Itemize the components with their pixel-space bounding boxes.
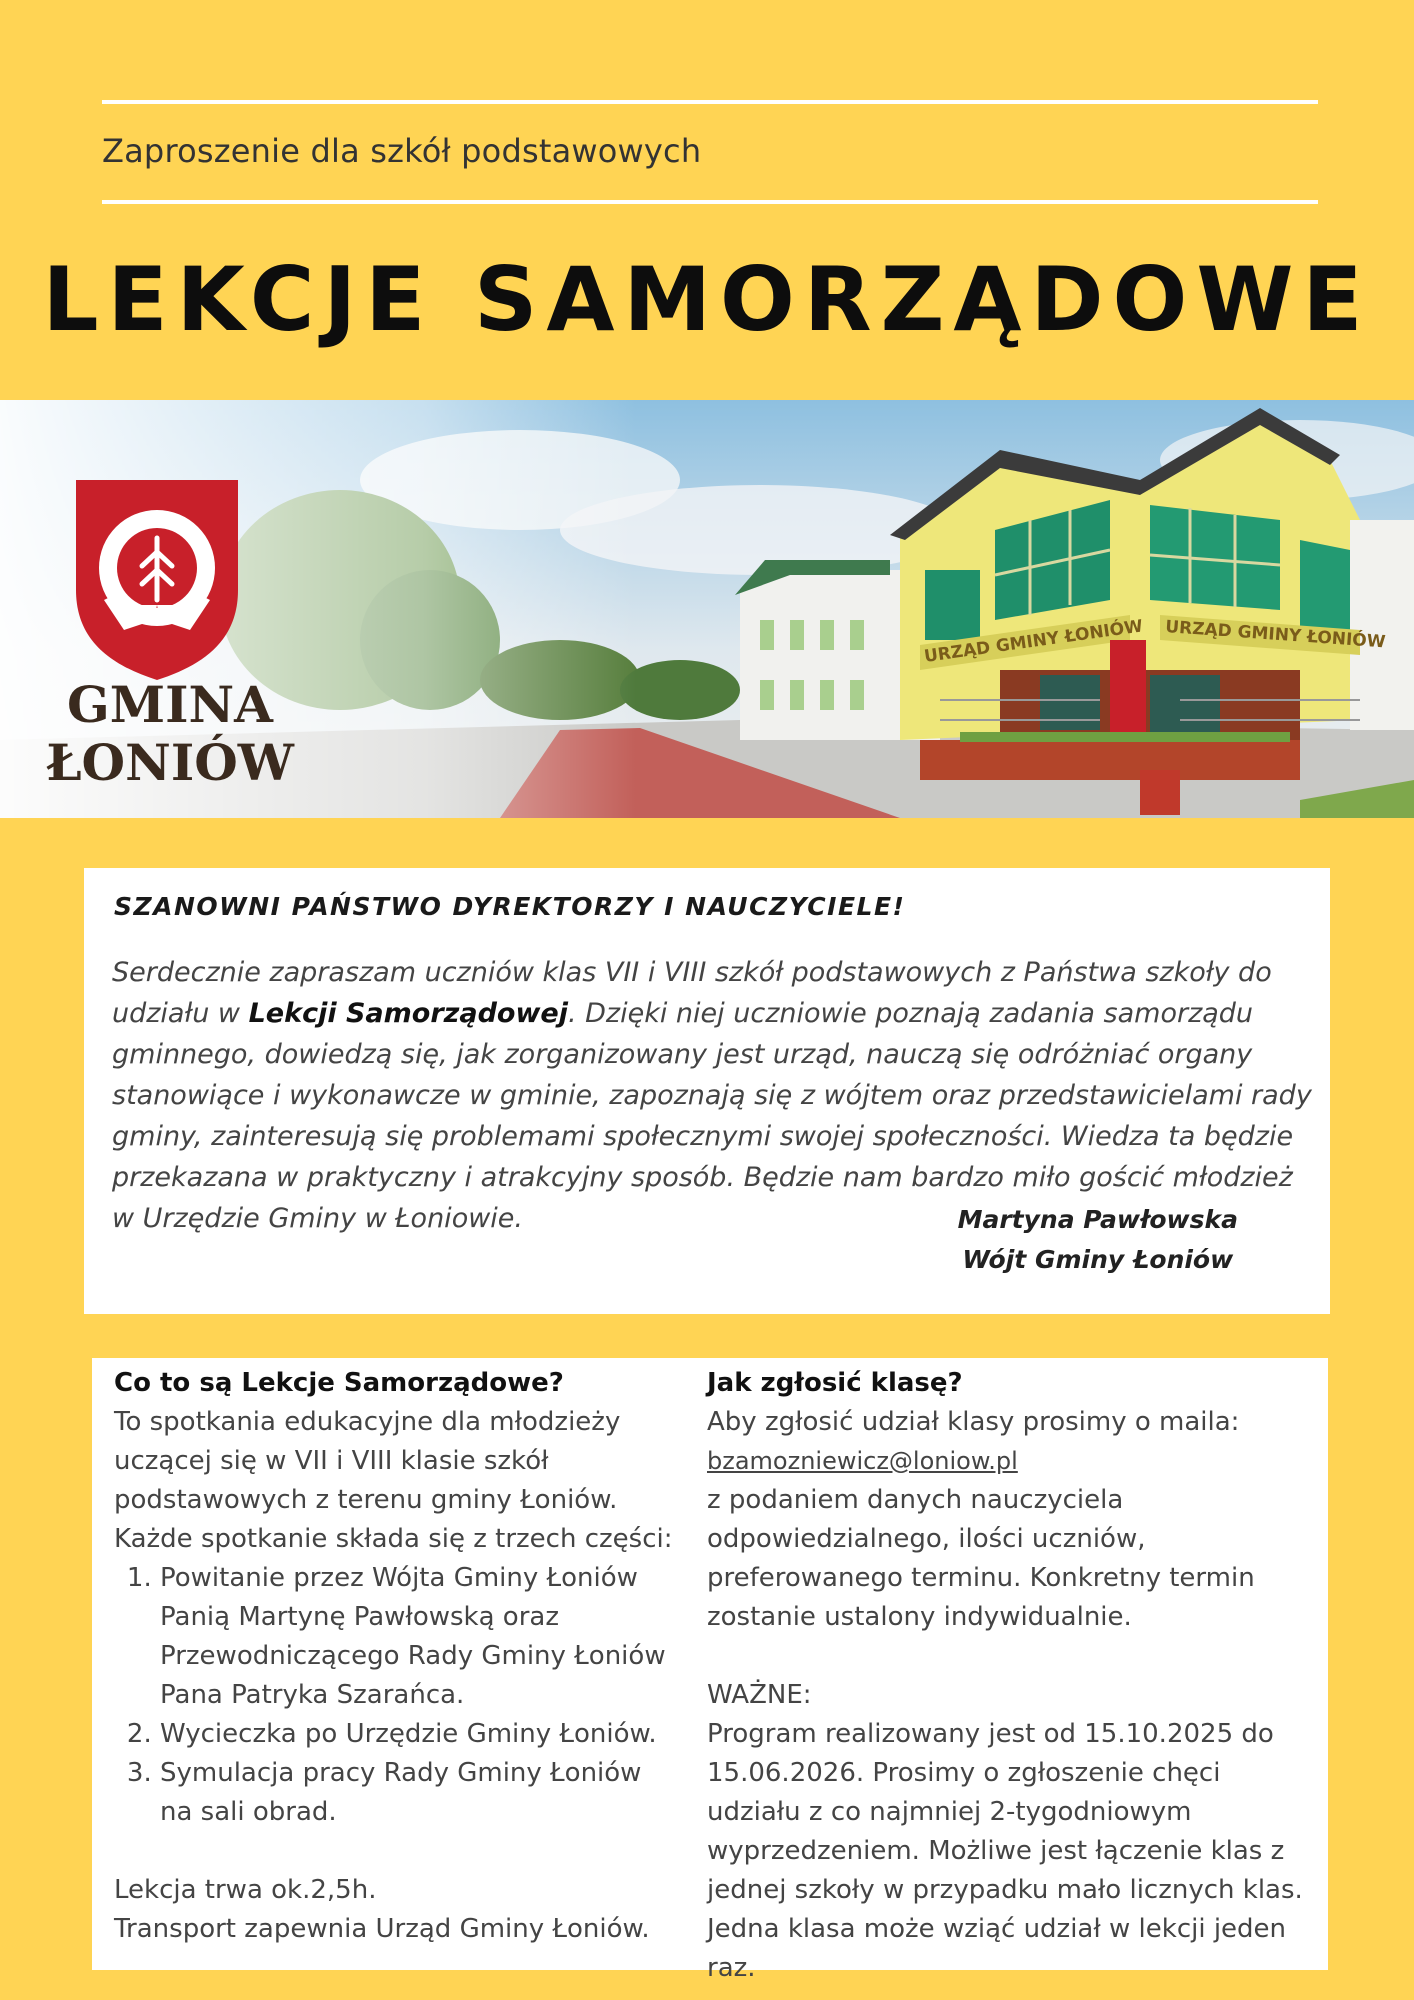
important-text: Program realizowany jest od 15.10.2025 do 15.06.2026. Prosimy o zgłoszenie chęci udziału z co najmniej 2-tygodniowym wyprzedzeniem. Możliwe jest łączenie klas z jednej szkoły w przypadku mało licznych klas. Jedna klasa może wziąć udział w lekcji jeden raz. [707, 1719, 1303, 1983]
transport: Transport zapewnia Urząd Gminy Łoniów. [114, 1914, 650, 1944]
signature [958, 1200, 1238, 1280]
info-column-how [707, 1358, 1317, 1988]
info-card [92, 1358, 1328, 1983]
how-heading: Jak zgłosić klasę? [707, 1368, 963, 1398]
subtitle: Zaproszenie dla szkół podstawowych [102, 132, 702, 170]
info-column-what [114, 1358, 674, 1949]
logo-line-2: ŁONIÓW [46, 733, 294, 792]
top-rule [102, 100, 1318, 104]
coat-of-arms [44, 480, 294, 685]
what-heading: Co to są Lekcje Samorządowe? [114, 1368, 564, 1398]
signature-name: Martyna Pawłowska [957, 1205, 1238, 1234]
what-intro: To spotkania edukacyjne dla młodzieży uczącej się w VII i VIII klasie szkół podstawowych z terenu gminy Łoniów. [114, 1407, 621, 1515]
bottom-rule [102, 200, 1318, 204]
letter-body-text: Serdecznie zapraszam uczniów klas VII i VIII szkół podstawowych z Państwa szkoły do udziału w [112, 957, 1272, 1029]
list-item: 2. Wycieczka po Urzędzie Gminy Łoniów. [160, 1715, 674, 1754]
parts-intro: Każde spotkanie składa się z trzech części: [114, 1524, 673, 1554]
email-link[interactable]: bzamozniewicz@loniow.pl [707, 1447, 1018, 1475]
page-title: LEKCJE SAMORZĄDOWE [42, 248, 1372, 351]
signature-title: Wójt Gminy Łoniów [962, 1245, 1234, 1274]
important-label: WAŻNE: [707, 1680, 812, 1710]
letter-body [112, 952, 1312, 1239]
invitation-letter [84, 868, 1330, 1314]
list-item: 1. Powitanie przez Wójta Gminy Łoniów Panią Martynę Pawłowską oraz Przewodniczącego Rady Gminy Łoniów Pana Patryka Szarańca. [160, 1559, 674, 1715]
how-intro: Aby zgłosić udział klasy prosimy o maila: [707, 1407, 1240, 1437]
parts-list [114, 1559, 674, 1832]
duration: Lekcja trwa ok.2,5h. [114, 1875, 377, 1905]
municipality-logo-text [40, 676, 300, 792]
letter-body-text-rest: . Dzięki niej uczniowie poznają zadania samorządu gminnego, dowiedzą się, jak zorganizowany jest urząd, nauczą się odróżniać organy stanowiące i wykonawcze w gminie, zapoznają się z wójtem oraz przedstawicielami rady gminy, zainteresują się problemami społecznymi swojej społeczności. Wiedza ta będzie przekazana w praktyczny i atrakcyjny sposób. Będzie nam bardzo miło gościć młodzież w Urzędzie Gminy w Łoniowie. [112, 998, 1312, 1234]
list-item: 3. Symulacja pracy Rady Gminy Łoniów na sali obrad. [160, 1754, 674, 1832]
letter-heading: SZANOWNI PAŃSTWO DYREKTORZY I NAUCZYCIELE! [114, 892, 906, 921]
letter-body-bold: Lekcji Samorządowej [248, 998, 568, 1029]
how-details: z podaniem danych nauczyciela odpowiedzialnego, ilości uczniów, preferowanego terminu. Konkretny termin zostanie ustalony indywidualnie. [707, 1485, 1255, 1632]
logo-line-1: GMINA [67, 675, 273, 734]
